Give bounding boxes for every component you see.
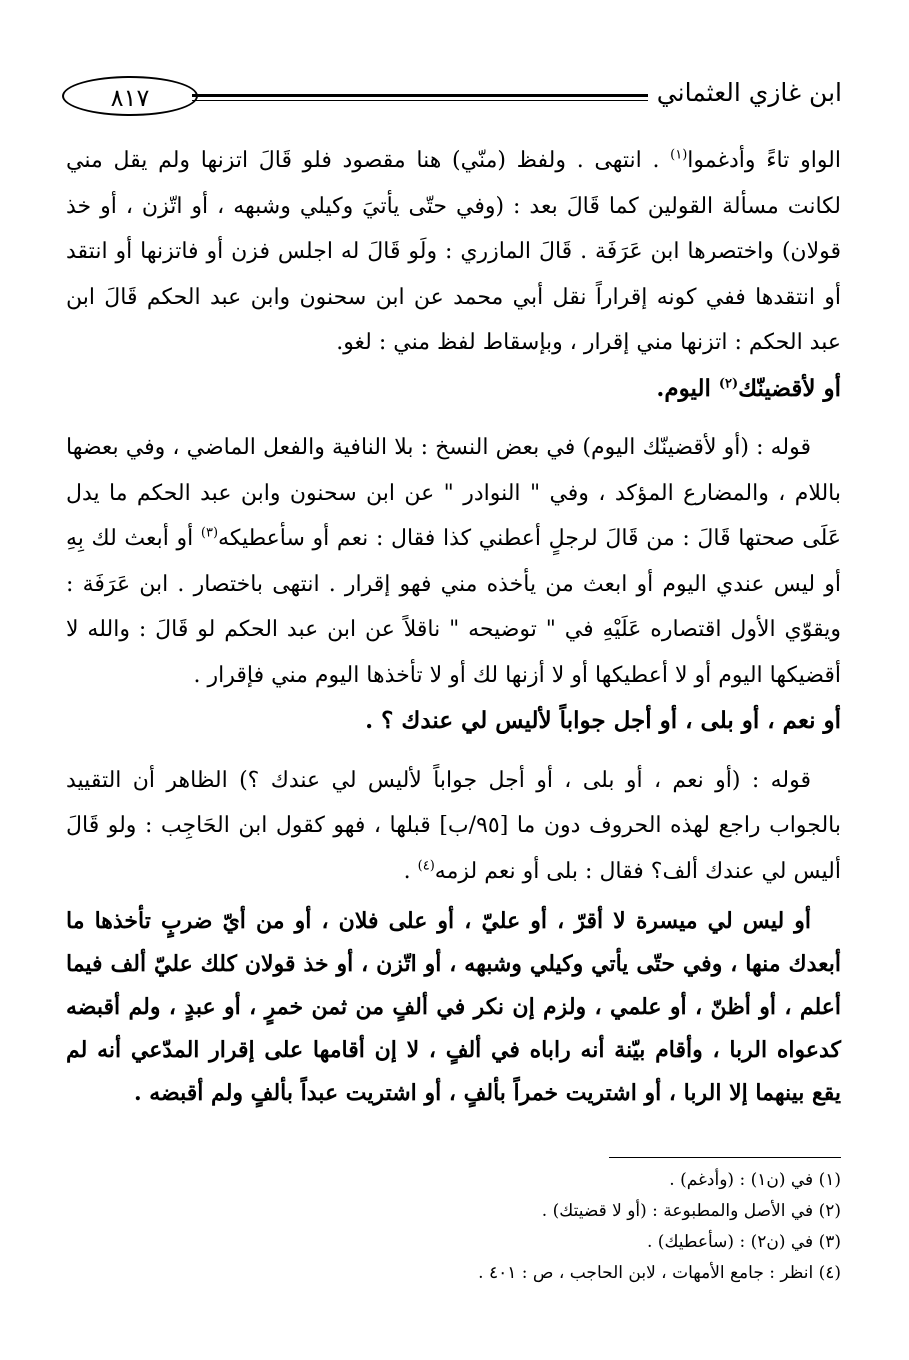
footnote-separator [609,1157,841,1158]
footnote-ref-2: (٢) [718,375,739,391]
footnote-2: (٢) في الأصل والمطبوعة : (أو لا قضيتك) . [541,1201,841,1221]
main-text [66,138,841,1115]
header-rule [192,94,648,97]
page-number: ٨١٧ [62,76,198,116]
footnote-ref-3: (٣) [200,525,219,541]
matn-heading-1: أو لأقضينّك$^{(٢)}$ اليوم. [656,374,841,402]
footnote-ref-4: (٤) [417,858,435,874]
running-title: ابن غازي العثماني [656,78,842,107]
matn-heading-2: أو نعم ، أو بلى ، أو أجل جواباً لأليس لي عندك ؟ . [365,707,841,734]
paragraph-1: الواو تاءً وأدغموا$^{(١)}$ . انتهى . ولفظ (منّي) هنا مقصود فلو قَالَ اتزنها ولم يقل مني لكانت مسألة القولين كما قَالَ بعد : (وفي حتّى يأتيَ وكيلي وشبهه ، أو اتّزن ، أو خذ قولان) واختصرها ابن عَرَفَة . قَالَ المازري : ولَو قَالَ له اجلس فزن أو فاتزنها أو انتقد أو انتقدها ففي كونه إقراراً نقل أبي محمد عن ابن سحنون وابن عبد الحكم قَالَ ابن عبد الحكم : اتزنها مني إقرار ، وبإسقاط لفظ مني : لغو. [66,147,842,355]
footnote-3: (٣) في (ن٢) : (سأعطيك) . [647,1232,841,1252]
paragraph-3: قوله : (أو نعم ، أو بلى ، أو أجل جواباً لأليس لي عندك ؟) الظاهر أن التقييد بالجواب راجع لهذه الحروف دون ما [٩٥/ب] قبلها ، فهو كقول ابن الحَاجِب : ولو قَالَ أليس لي عندك ألف؟ فقال : بلى أو نعم لزمه$^{(٤)}$ . [66,767,842,884]
matn-block: أو ليس لي ميسرة لا أقرّ ، أو عليّ ، أو على فلان ، أو من أيّ ضربٍ تأخذها ما أبعدك منها ، وفي حتّى يأتي وكيلي وشبهه ، أو اتّزن ، أو خذ قولان كلك عليّ ألف فيما أعلم ، أو أظنّ ، أو علمي ، ولزم إن نكر في ألفٍ من ثمن خمرٍ ، أو عبدٍ ، ولم أقبضه كدعواه الربا ، وأقام بيّنة أنه راباه في ألفٍ ، لا إن أقامها على إقرار المدّعي أنه لم يقع بينهما إلا الربا ، أو اشتريت خمراً بألفٍ ، أو اشتريت عبداً بألفٍ ولم أقبضه . [66,908,841,1106]
paragraph-2: قوله : (أو لأقضينّك اليوم) في بعض النسخ : بلا النافية والفعل الماضي ، وفي بعضها باللام ، والمضارع المؤكد ، وفي " النوادر " عن ابن سحنون وابن عبد الحكم ما يدل عَلَى صحتها قَالَ : من قَالَ لرجلٍ أعطني كذا فقال : نعم أو سأعطيكه$^{(٣)}$ أو أبعث لك بِهِ أو ليس عندي اليوم أو ابعث من يأخذه مني فهو إقرار . انتهى باختصار . ابن عَرَفَة : ويقوّي الأول اقتصاره عَلَيْهِ في " توضيحه " ناقلاً عن ابن عبد الحكم لو قَالَ : والله لا أقضيكها اليوم أو لا أعطيكها أو لا أزنها لك أو لا تأخذها اليوم مني فإقرار . [66,435,841,688]
footnotes [66,1165,841,1289]
footnote-4: (٤) انظر : جامع الأمهات ، لابن الحاجب ، ص : ٤٠١ . [478,1263,841,1283]
page-header [62,68,842,128]
header-rule-thin [192,100,648,101]
footnote-1: (١) في (ن١) : (وأدغم) . [669,1170,841,1190]
footnote-ref-1: (١) [670,147,688,163]
